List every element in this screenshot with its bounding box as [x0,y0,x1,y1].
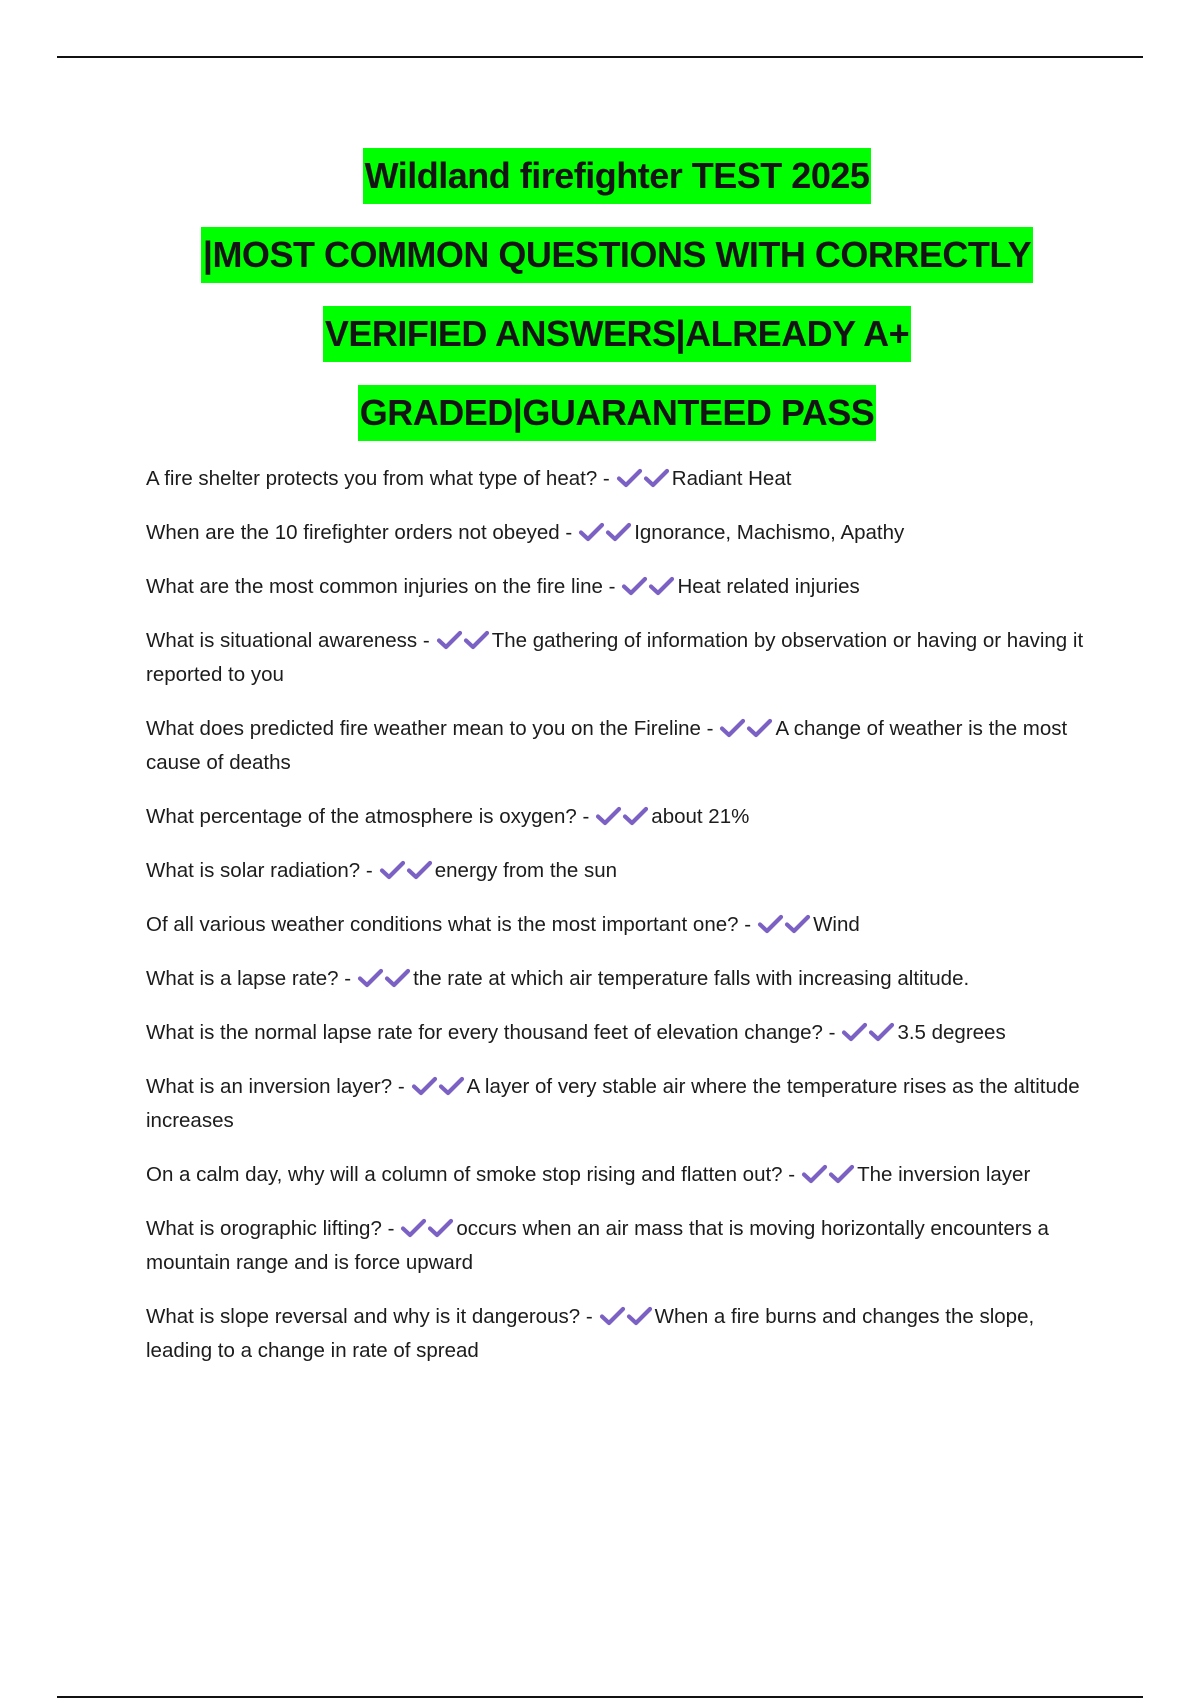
checkmark-icon [801,1164,828,1184]
checkmark-icon [400,1218,427,1238]
separator: - [360,859,373,882]
question-text: What is situational awareness [146,629,418,652]
top-rule [57,56,1143,58]
answer-text: occurs when an air mass that is moving horizontally encounters a mountain range and is force upward [146,1217,1049,1274]
checkmark-icon [411,1076,438,1096]
checkmark-icon [643,468,670,488]
answer-text: The gathering of information by observation or having or having it reported to you [146,629,1084,686]
title-line [0,144,1200,223]
checkmarks [599,1300,653,1334]
checkmark-icon [621,576,648,596]
answer-text: A change of weather is the most cause of deaths [146,717,1068,774]
answer-text: Heat related injuries [677,575,860,598]
qa-item [146,516,1086,550]
checkmark-icon [757,914,784,934]
checkmark-icon [357,968,384,988]
question-text: What is slope reversal and why is it dangerous? [146,1305,581,1328]
checkmarks [578,516,632,550]
qa-item [146,1300,1086,1368]
question-text: What is an inversion layer? [146,1075,393,1098]
answer-text: The inversion layer [857,1163,1031,1186]
checkmark-icon [427,1218,454,1238]
answer-text: about 21% [651,805,750,828]
checkmark-icon [406,860,433,880]
separator: - [381,1217,395,1240]
qa-item [146,854,1086,888]
question-text: What is orographic lifting? [146,1217,382,1240]
checkmarks [616,462,670,496]
question-text: What are the most common injuries on the fire line [146,575,603,598]
checkmark-icon [436,630,463,650]
checkmark-icon [841,1022,868,1042]
question-text: Of all various weather conditions what is the most important one? [146,913,739,936]
checkmark-icon [616,468,643,488]
qa-item [146,1158,1086,1192]
title-line [0,223,1200,302]
title-line-text: VERIFIED ANSWERS|ALREADY A+ [323,306,911,362]
checkmark-icon [384,968,411,988]
question-text: What is a lapse rate? [146,967,339,990]
question-text: What does predicted fire weather mean to you on the Fireline [146,717,701,740]
answer-text: 3.5 degrees [897,1021,1006,1044]
question-text: What percentage of the atmosphere is oxygen? [146,805,577,828]
title-line [0,381,1200,460]
checkmark-icon [605,522,632,542]
checkmarks [719,712,773,746]
separator: - [738,913,752,936]
checkmark-icon [599,1306,626,1326]
qa-item [146,1212,1086,1280]
separator: - [392,1075,405,1098]
checkmark-icon [828,1164,855,1184]
separator: - [417,629,430,652]
separator: - [782,1163,796,1186]
checkmark-icon [626,1306,653,1326]
qa-item [146,570,1086,604]
qa-item [146,908,1086,942]
checkmarks [595,800,649,834]
checkmark-icon [784,914,811,934]
qa-item [146,1016,1086,1050]
checkmarks [841,1016,895,1050]
separator: - [700,717,714,740]
answer-text: Radiant Heat [671,467,792,490]
answer-text: Wind [813,913,860,936]
checkmark-icon [379,860,406,880]
checkmarks [621,570,675,604]
checkmark-icon [578,522,605,542]
checkmarks [801,1158,855,1192]
checkmark-icon [746,718,773,738]
separator: - [338,967,352,990]
title-line-text: GRADED|GUARANTEED PASS [358,385,876,441]
separator: - [559,521,573,544]
checkmarks [411,1070,465,1104]
answer-text: the rate at which air temperature falls with increasing altitude. [413,967,970,990]
document-title [0,144,1200,460]
checkmark-icon [438,1076,465,1096]
separator: - [602,575,616,598]
checkmark-icon [463,630,490,650]
qa-list [146,462,1086,1388]
checkmark-icon [648,576,675,596]
question-text: A fire shelter protects you from what type of heat? [146,467,598,490]
qa-item [146,1070,1086,1138]
checkmarks [436,624,490,658]
separator: - [822,1021,836,1044]
answer-text: A layer of very stable air where the temperature rises as the altitude increases [146,1075,1080,1132]
checkmark-icon [868,1022,895,1042]
title-line-text: |MOST COMMON QUESTIONS WITH CORRECTLY [201,227,1033,283]
question-text: What is the normal lapse rate for every thousand feet of elevation change? [146,1021,823,1044]
checkmark-icon [595,806,622,826]
qa-item [146,800,1086,834]
bottom-rule [57,1696,1143,1698]
separator: - [580,1305,593,1328]
answer-text: When a fire burns and changes the slope, leading to a change in rate of spread [146,1305,1035,1362]
question-text: When are the 10 firefighter orders not obeyed [146,521,560,544]
qa-item [146,962,1086,996]
question-text: On a calm day, why will a column of smoke stop rising and flatten out? [146,1163,783,1186]
checkmark-icon [622,806,649,826]
title-line [0,302,1200,381]
checkmarks [379,854,433,888]
question-text: What is solar radiation? [146,859,361,882]
checkmark-icon [719,718,746,738]
answer-text: Ignorance, Machismo, Apathy [634,521,905,544]
checkmarks [400,1212,454,1246]
separator: - [576,805,590,828]
qa-item [146,712,1086,780]
checkmarks [357,962,411,996]
title-line-text: Wildland firefighter TEST 2025 [363,148,872,204]
answer-text: energy from the sun [434,859,618,882]
qa-item [146,624,1086,692]
checkmarks [757,908,811,942]
qa-item [146,462,1086,496]
separator: - [597,467,610,490]
